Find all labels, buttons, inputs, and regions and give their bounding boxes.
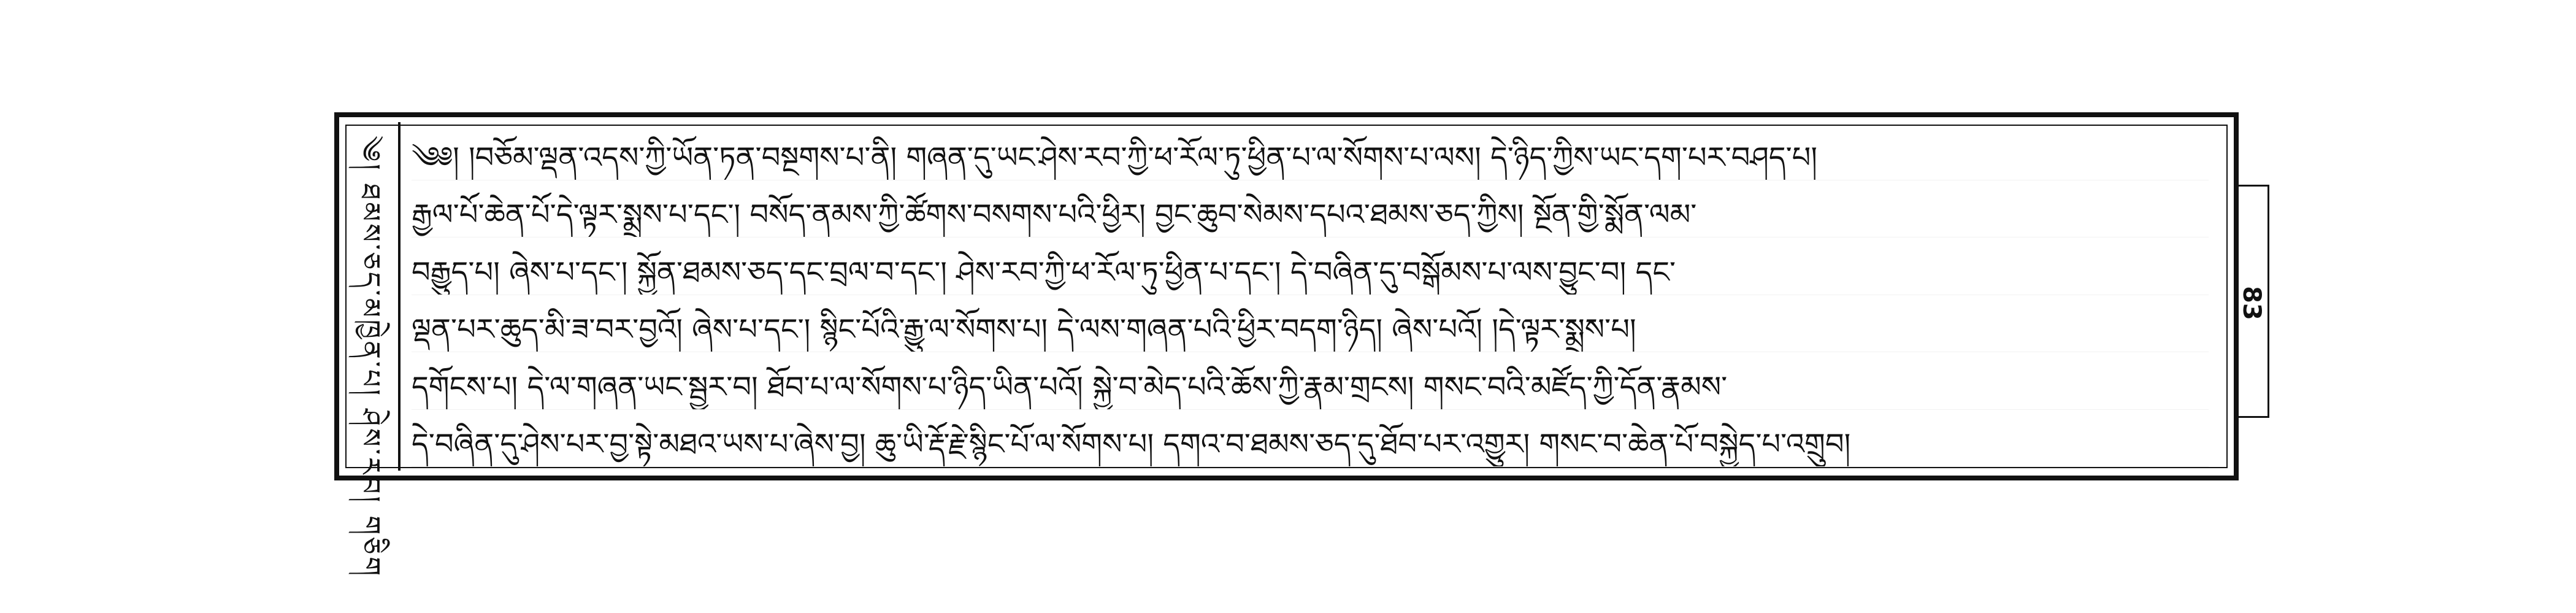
text-line-1: ༄༅། །བཅོམ་ལྡན་འདས་ཀྱི་ཡོན་ཏན་བསྔགས་པ་ནི། གཞན་དུ་ཡང་ཤེས་རབ་ཀྱི་ཕ་རོལ་ཏུ་ཕྱིན་པ་ལ་སོགས་པ་ལས། དེ་ཉིད་ཀྱིས་ཡང་དག་པར་བཤད་པ།: [412, 136, 2209, 180]
left-margin: [347, 136, 396, 579]
text-line-4: ལྡན་པར་ཆུད་མི་ཟ་བར་བྱའོ། ཞེས་པ་དང་། སྙིང་པོའི་རྒྱུ་ལ་སོགས་པ། དེ་ལས་གཞན་པའི་ཕྱིར་བདག་ཉིད། ཞེས་པའོ། །དེ་ལྟར་སྨྲས་པ།: [412, 307, 2209, 352]
text-line-2: རྒྱལ་པོ་ཆེན་པོ་དེ་ལྟར་སྨྲས་པ་དང་། བསོད་ནམས་ཀྱི་ཚོགས་བསགས་པའི་ཕྱིར། བྱང་ཆུབ་སེམས་དཔའ་ཐམས་ཅད་ཀྱིས། སྔོན་གྱི་སྨོན་ལམ་: [412, 193, 2209, 237]
folio-page: [334, 112, 2266, 579]
text-block: [412, 136, 2209, 467]
page-number: 83: [2237, 286, 2266, 320]
margin-divider: [398, 122, 401, 471]
text-line-3: བརྒྱུད་པ། ཞེས་པ་དང་། སྐྱོན་ཐམས་ཅད་དང་བྲལ་བ་དང་། ཤེས་རབ་ཀྱི་ཕ་རོལ་ཏུ་ཕྱིན་པ་དང་། དེ་བཞིན་དུ་བསྒོམས་པ་ལས་བྱུང་བ། དང་: [412, 250, 2209, 295]
margin-title: ༄། ཐམས་ཅད་མཁྱེན་པ། ཤེས་རབ། གཅིག: [355, 136, 386, 579]
text-line-6: དེ་བཞིན་དུ་ཤེས་པར་བྱ་སྟེ་མཐའ་ཡས་པ་ཞེས་བྱ། ཆུ་ཡི་རྡོ་རྗེ་སྙིང་པོ་ལ་སོགས་པ། དགའ་བ་ཐམས་ཅད་དུ་ཐོབ་པར་འགྱུར། གསང་བ་ཆེན་པོ་བསྐྱེད་པ་འགྲུབ།: [412, 422, 2209, 467]
page-number-tab: [2239, 185, 2269, 418]
text-line-5: དགོངས་པ། དེ་ལ་གཞན་ཡང་སྦྱར་བ། ཐོབ་པ་ལ་སོགས་པ་ཉིད་ཡིན་པའོ། སྐྱེ་བ་མེད་པའི་ཆོས་ཀྱི་རྣམ་གྲངས། གསང་བའི་མཛོད་ཀྱི་དོན་རྣམས་: [412, 365, 2209, 410]
